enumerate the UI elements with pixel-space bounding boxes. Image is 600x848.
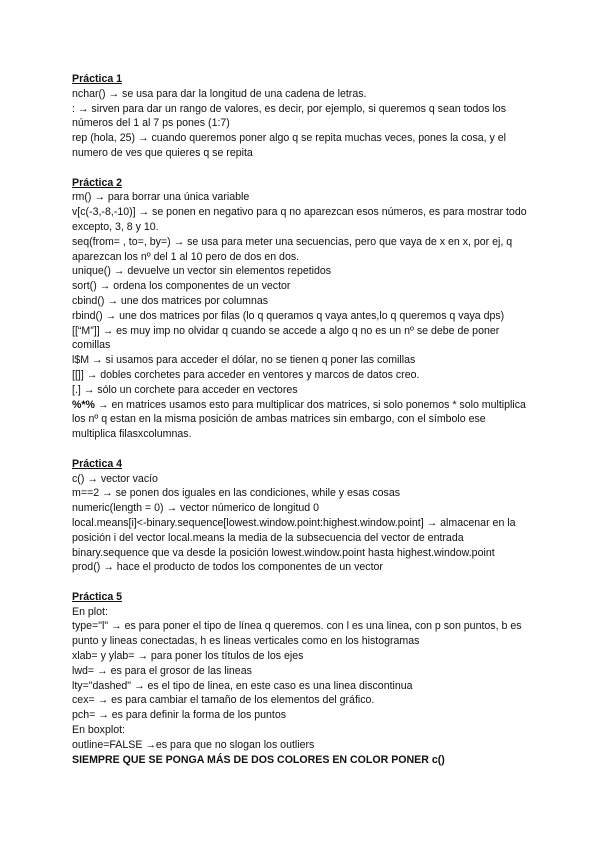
text-line: En plot: [72,605,108,618]
text-line: xlab= y ylab= → para poner los títulos de los ejes [72,650,304,663]
text-line: seq(from= , to=, by=) → se usa para meter una secuencias, pero que vaya de x en x, por ej, q aparezcan los nº del 1 al 10 pero de dos en dos. [72,235,513,263]
text-line: [.] → sólo un corchete para acceder en vectores [72,383,298,396]
text-line: cbind() → une dos matrices por columnas [72,294,269,307]
text-line: m==2 → se ponen dos iguales en las condiciones, while y esas cosas [72,487,401,500]
text-line: En boxplot: [72,724,126,737]
text-line [72,398,532,442]
section-heading: Práctica 2 [72,176,123,189]
text-line: prod() → hace el producto de todos los componentes de un vector [72,561,383,574]
section-practica-1 [72,72,532,161]
text-line: rm() → para borrar una única variable [72,191,250,204]
emphasis-line: SIEMPRE QUE SE PONGA MÁS DE DOS COLORES EN COLOR PONER c() [72,753,445,766]
section-practica-2 [72,176,532,442]
text-line: l$M → si usamos para acceder el dólar, no se tienen q poner las comillas [72,354,416,367]
text-line: type="l" → es para poner el tipo de línea q queremos. con l es una linea, con p son puntos, b es punto y lineas conectadas, h es lineas verticales como en los histogramas [72,620,522,648]
section-heading: Práctica 5 [72,590,123,603]
text-line: : → sirven para dar un rango de valores, es decir, por ejemplo, si queremos q sean todos los números del 1 al 7 ps pones (1:7) [72,102,506,130]
text-line: nchar() → se usa para dar la longitud de una cadena de letras. [72,87,367,100]
text-line: c() → vector vacío [72,472,158,485]
text-line: local.means[i]<-binary.sequence[lowest.window.point:highest.window.point] → almacenar en la posición i del vector local.means la media de la subsecuencia del vector de entrada binary.sequence que va desde la posición lowest.window.point hasta highest.window.point [72,516,516,559]
text-line: lty="dashed" → es el tipo de linea, en este caso es una linea discontinua [72,679,413,692]
text-line: rep (hola, 25) → cuando queremos poner algo q se repita muchas veces, pones la cosa, y el numero de ves que quieres q se repita [72,132,507,159]
text-line: numeric(length = 0) → vector númerico de longitud 0 [72,502,320,515]
text-line: [[]] → dobles corchetes para acceder en ventores y marcos de datos creo. [72,368,420,381]
text-line: pch= → es para definir la forma de los puntos [72,709,287,722]
section-practica-5 [72,590,532,768]
text-line: [[“M”]] → es muy imp no olvidar q cuando se accede a algo q no es un nº se debe de poner comillas [72,324,500,352]
text-line: v[c(-3,-8,-10)] → se ponen en negativo para q no aparezcan esos números, es para mostrar todo excepto, 3, 8 y 10. [72,206,527,233]
text-line: outline=FALSE →es para que no slogan los outliers [72,738,315,751]
section-heading: Práctica 1 [72,73,123,85]
section-practica-4 [72,457,532,575]
text-line: unique() → devuelve un vector sin elementos repetidos [72,265,332,278]
operator-text: %*% [72,398,95,411]
document-content [72,72,532,782]
text-line: rbind() → une dos matrices por filas (lo q queramos q vaya antes,lo q queremos q vaya dps) [72,309,505,322]
section-heading: Práctica 4 [72,457,123,470]
text-span: → en matrices usamos esto para multiplicar dos matrices, si solo ponemos * solo multiplica los nº q estan en la misma posición de ambas matrices sin embargo, con el símbolo ese multiplica filasxcolumnas. [72,398,526,441]
text-line: lwd= → es para el grosor de las lineas [72,664,252,677]
text-line: cex= → es para cambiar el tamaño de los elementos del gráfico. [72,694,375,707]
text-line: sort() → ordena los componentes de un vector [72,280,291,293]
